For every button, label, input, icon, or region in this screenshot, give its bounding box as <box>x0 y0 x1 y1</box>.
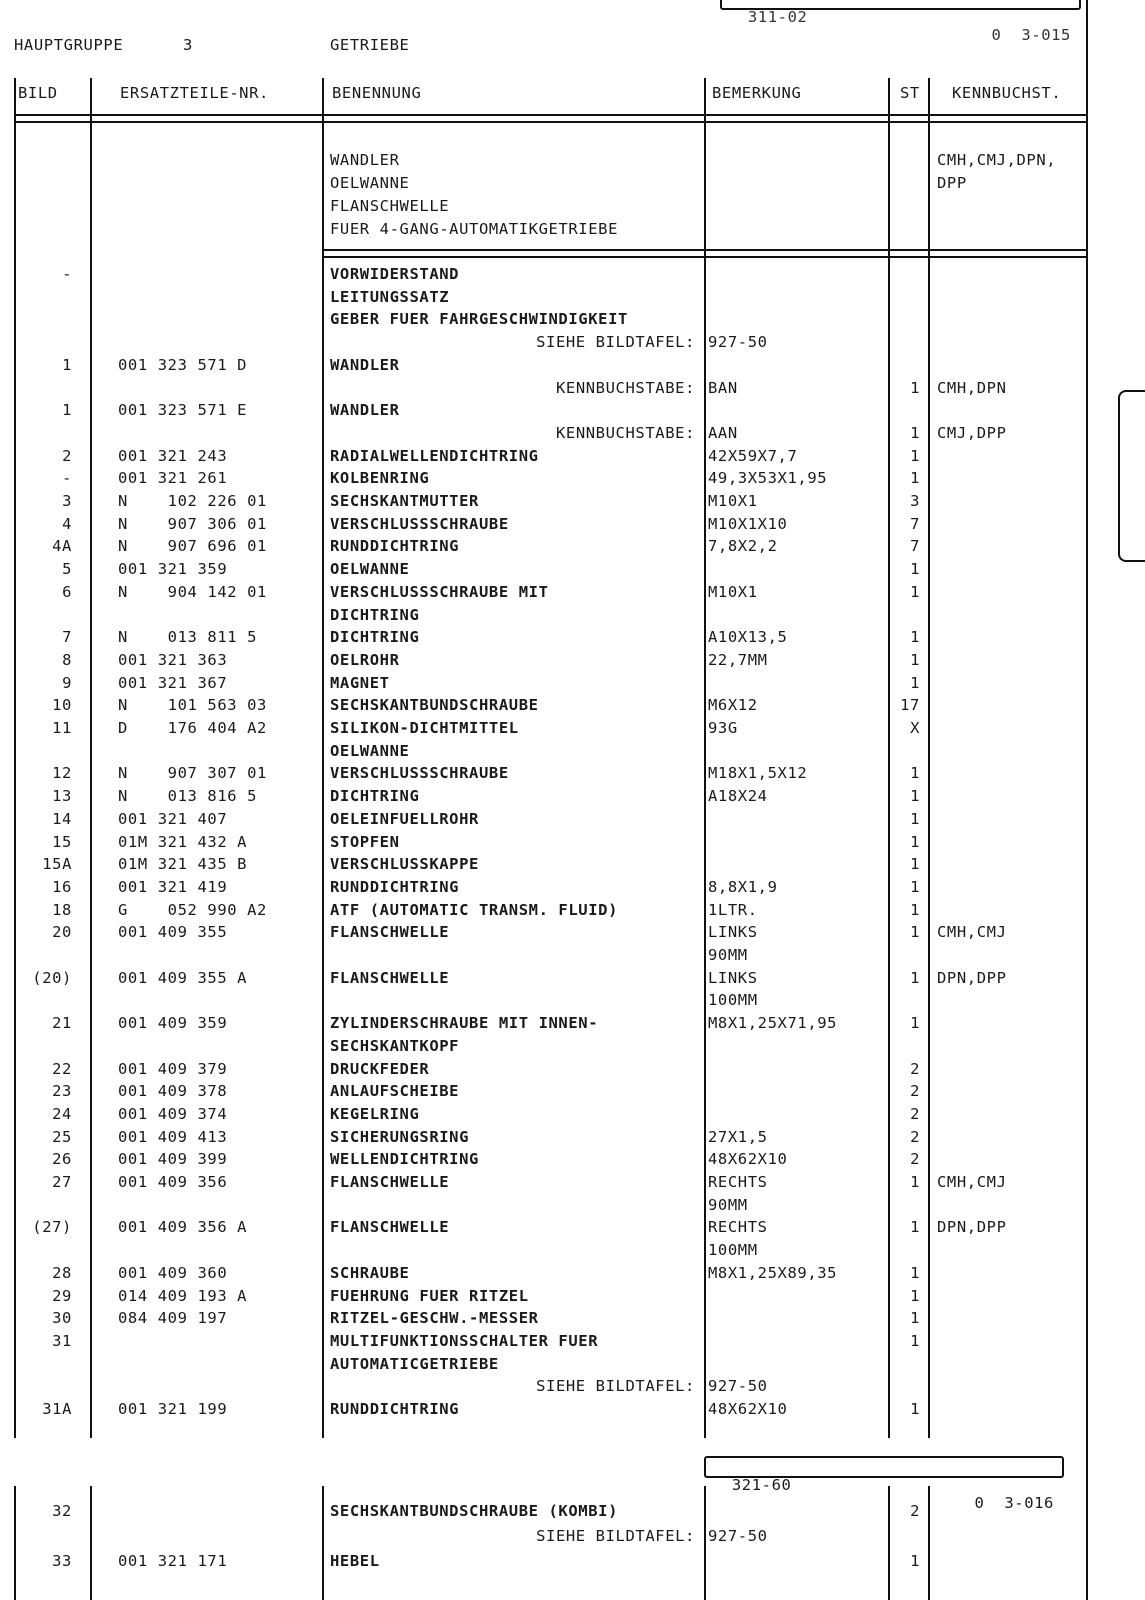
bemerkung-cell: 100MM <box>708 1241 758 1260</box>
benennung-cell: ATF (AUTOMATIC TRANSM. FLUID) <box>330 900 619 919</box>
bemerkung-cell: 7,8X2,2 <box>708 537 778 556</box>
stueck-cell: 2 <box>910 1082 920 1101</box>
part-number-cell: N 013 816 5 <box>118 787 258 806</box>
benennung-cell: OELWANNE <box>330 741 410 760</box>
table-row <box>0 286 1145 308</box>
table-row <box>0 377 1145 399</box>
table-row <box>0 308 1145 330</box>
stueck-cell: 1 <box>910 1286 920 1305</box>
bild-cell: 29 <box>52 1286 72 1305</box>
benennung-cell: STOPFEN <box>330 832 400 851</box>
header-double-rule <box>14 114 1088 123</box>
bild-cell: 16 <box>52 877 72 896</box>
stueck-cell: 1 <box>910 673 920 692</box>
intro-line-2: OELWANNE <box>330 174 410 192</box>
part-number-cell: N 907 307 01 <box>118 764 267 783</box>
bild-cell: 6 <box>62 582 72 601</box>
benennung-cell: MAGNET <box>330 673 390 692</box>
bild-cell: 12 <box>52 764 72 783</box>
bemerkung-cell: M18X1,5X12 <box>708 764 808 783</box>
table-row <box>0 853 1145 875</box>
table-row <box>0 831 1145 853</box>
benennung-cell: KOLBENRING <box>330 469 430 488</box>
bemerkung-cell: AAN <box>708 423 738 442</box>
benennung-cell: RUNDDICHTRING <box>330 1400 460 1418</box>
stueck-cell: 1 <box>910 968 920 987</box>
kennbuchst-cell: CMJ,DPP <box>937 423 1007 442</box>
benennung-cell: GEBER FUER FAHRGESCHWINDIGKEIT <box>330 310 628 329</box>
part-number-cell: N 101 563 03 <box>118 696 267 715</box>
table-row <box>0 1330 1145 1352</box>
bild-cell: 1 <box>62 355 72 374</box>
bemerkung-cell: 90MM <box>708 946 748 964</box>
part-number-cell: 01M 321 432 A <box>118 832 248 851</box>
bild-cell: 26 <box>52 1150 72 1169</box>
bemerkung-cell: 90MM <box>708 1195 748 1214</box>
stueck-cell: 1 <box>910 469 920 488</box>
benennung-cell: RUNDDICHTRING <box>330 877 460 896</box>
table-row <box>0 331 1145 353</box>
part-number-cell: 001 321 359 <box>118 560 228 579</box>
bemerkung-cell: 48X62X10 <box>708 1150 788 1169</box>
benennung-cell: VERSCHLUSSSCHRAUBE <box>330 514 509 533</box>
benennung-cell: SECHSKANTKOPF <box>330 1036 460 1055</box>
bild-cell: 4A <box>52 537 72 556</box>
part-number-cell: 001 321 171 <box>118 1552 228 1570</box>
part-number-cell: 001 409 374 <box>118 1104 228 1123</box>
part-number-cell: N 013 811 5 <box>118 628 258 647</box>
table-row <box>0 354 1145 376</box>
stueck-cell: 2 <box>910 1059 920 1078</box>
benennung-cell: SECHSKANTMUTTER <box>330 492 479 510</box>
benennung-cell: OELWANNE <box>330 560 410 579</box>
kennbuchst-cell: CMH,DPN <box>937 378 1007 397</box>
table-row <box>0 1126 1145 1148</box>
benennung-cell: WELLENDICHTRING <box>330 1150 479 1169</box>
intro-line-1: WANDLER <box>330 151 400 169</box>
benennung-cell: FUEHRUNG FUER RITZEL <box>330 1286 529 1305</box>
table-row <box>0 762 1145 784</box>
bild-cell: 3 <box>62 492 72 510</box>
table-row <box>0 694 1145 716</box>
col-bild: BILD <box>18 84 58 102</box>
part-number-cell: N 907 306 01 <box>118 514 267 533</box>
benennung-cell: SECHSKANTBUNDSCHRAUBE (KOMBI) <box>330 1502 619 1520</box>
bild-cell: (27) <box>32 1218 72 1237</box>
bemerkung-cell: M10X1 <box>708 492 758 510</box>
bild-cell: 31 <box>52 1331 72 1350</box>
bild-cell: 15A <box>42 855 72 874</box>
bild-cell: 11 <box>52 719 72 737</box>
bild-cell: 22 <box>52 1059 72 1078</box>
benennung-cell: SCHRAUBE <box>330 1263 410 1282</box>
benennung-cell: ANLAUFSCHEIBE <box>330 1082 460 1101</box>
bild-cell: 27 <box>52 1173 72 1191</box>
benennung-cell: WANDLER <box>330 355 400 374</box>
part-number-cell: 001 323 571 E <box>118 401 248 420</box>
table-row <box>0 1550 1145 1572</box>
stueck-cell: 7 <box>910 514 920 533</box>
bild-cell: 32 <box>52 1502 72 1520</box>
bild-cell: 24 <box>52 1104 72 1123</box>
part-number-cell: 001 321 407 <box>118 809 228 828</box>
part-number-cell: 001 409 355 <box>118 923 228 942</box>
bild-cell: 8 <box>62 650 72 669</box>
footer-box-right: 0 3-016 <box>974 1494 1054 1512</box>
bild-cell: 18 <box>52 900 72 919</box>
bild-cell: 28 <box>52 1263 72 1282</box>
benennung-cell: MULTIFUNKTIONSSCHALTER FUER <box>330 1331 599 1350</box>
benennung-cell: FLANSCHWELLE <box>330 968 450 987</box>
table-row <box>0 1285 1145 1307</box>
table-row <box>0 899 1145 921</box>
part-number-cell: 001 321 261 <box>118 469 228 488</box>
table-row <box>0 740 1145 762</box>
bemerkung-cell: 927-50 <box>708 1377 768 1396</box>
bemerkung-cell: 1LTR. <box>708 900 758 919</box>
col-benennung: BENENNUNG <box>332 84 422 102</box>
benennung-cell: DICHTRING <box>330 628 420 647</box>
part-number-cell: 001 409 399 <box>118 1150 228 1169</box>
top-box-left: 311-02 <box>747 8 808 26</box>
kennbuchst-cell: CMH,CMJ <box>937 923 1007 942</box>
col-st: ST <box>900 84 920 102</box>
stueck-cell: 1 <box>910 787 920 806</box>
table-row <box>0 1012 1145 1034</box>
benennung-cell: FLANSCHWELLE <box>330 1218 450 1237</box>
bild-cell: 10 <box>52 696 72 715</box>
part-number-cell: 001 409 356 A <box>118 1218 248 1237</box>
table-row <box>0 626 1145 648</box>
bild-cell: 4 <box>62 514 72 533</box>
stueck-cell: 1 <box>910 378 920 397</box>
bemerkung-cell: M10X1 <box>708 582 758 601</box>
bild-cell: 9 <box>62 673 72 692</box>
benennung-cell: KENNBUCHSTABE: <box>555 378 695 397</box>
table-row <box>0 1171 1145 1193</box>
table-row <box>0 672 1145 694</box>
part-number-cell: 001 409 413 <box>118 1127 228 1146</box>
table-row <box>0 581 1145 603</box>
part-number-cell: 001 321 367 <box>118 673 228 692</box>
intro-kenn-1: CMH,CMJ,DPN, <box>937 151 1057 169</box>
stueck-cell: X <box>910 719 920 737</box>
benennung-cell: VERSCHLUSSSCHRAUBE <box>330 764 509 783</box>
bemerkung-cell: M6X12 <box>708 696 758 715</box>
benennung-cell: RADIALWELLENDICHTRING <box>330 446 539 465</box>
table-row <box>0 1353 1145 1375</box>
part-number-cell: N 102 226 01 <box>118 492 267 510</box>
stueck-cell: 1 <box>910 832 920 851</box>
table-row <box>0 1035 1145 1057</box>
group-name: GETRIEBE <box>330 36 410 54</box>
col-bemerkung: BEMERKUNG <box>712 84 802 102</box>
benennung-cell: HEBEL <box>330 1552 380 1570</box>
intro-line-3: FLANSCHWELLE <box>330 197 450 215</box>
benennung-cell: SIEHE BILDTAFEL: <box>536 333 695 352</box>
stueck-cell: 2 <box>910 1502 920 1520</box>
stueck-cell: 1 <box>910 446 920 465</box>
benennung-cell: RITZEL-GESCHW.-MESSER <box>330 1309 539 1328</box>
part-number-cell: G 052 990 A2 <box>118 900 267 919</box>
stueck-cell: 1 <box>910 560 920 579</box>
part-number-cell: 001 409 359 <box>118 1014 228 1033</box>
benennung-cell: VORWIDERSTAND <box>330 265 460 283</box>
bemerkung-cell: M10X1X10 <box>708 514 788 533</box>
table-row <box>0 808 1145 830</box>
bemerkung-cell: 8,8X1,9 <box>708 877 778 896</box>
stueck-cell: 1 <box>910 855 920 874</box>
table-row <box>0 490 1145 512</box>
table-row <box>0 1239 1145 1261</box>
bild-cell: 14 <box>52 809 72 828</box>
stueck-cell: 1 <box>910 423 920 442</box>
table-row <box>0 1148 1145 1170</box>
benennung-cell: AUTOMATICGETRIEBE <box>330 1354 499 1373</box>
stueck-cell: 1 <box>910 1218 920 1237</box>
part-number-cell: 001 321 199 <box>118 1400 228 1418</box>
stueck-cell: 1 <box>910 1173 920 1191</box>
bemerkung-cell: 22,7MM <box>708 650 768 669</box>
table-row <box>0 717 1145 739</box>
table-row <box>0 876 1145 898</box>
benennung-cell: VERSCHLUSSKAPPE <box>330 855 479 874</box>
bemerkung-cell: 100MM <box>708 991 758 1010</box>
benennung-cell: DICHTRING <box>330 787 420 806</box>
bild-cell: 1 <box>62 401 72 420</box>
stueck-cell: 3 <box>910 492 920 510</box>
table-row <box>0 944 1145 966</box>
part-number-cell: 001 409 356 <box>118 1173 228 1191</box>
benennung-cell: SECHSKANTBUNDSCHRAUBE <box>330 696 539 715</box>
bemerkung-cell: BAN <box>708 378 738 397</box>
stueck-cell: 1 <box>910 650 920 669</box>
bild-cell: 23 <box>52 1082 72 1101</box>
table-row <box>0 399 1145 421</box>
stueck-cell: 1 <box>910 877 920 896</box>
bemerkung-cell: 927-50 <box>708 333 768 352</box>
table-row <box>0 989 1145 1011</box>
stueck-cell: 1 <box>910 1552 920 1570</box>
stueck-cell: 1 <box>910 1263 920 1282</box>
hauptgruppe-label: HAUPTGRUPPE <box>14 36 124 54</box>
bemerkung-cell: M8X1,25X89,35 <box>708 1263 838 1282</box>
bemerkung-cell: LINKS <box>708 923 758 942</box>
stueck-cell: 1 <box>910 809 920 828</box>
bemerkung-cell: A18X24 <box>708 787 768 806</box>
table-row <box>0 263 1145 285</box>
stueck-cell: 1 <box>910 1309 920 1328</box>
benennung-cell: OELROHR <box>330 650 400 669</box>
table-row <box>0 535 1145 557</box>
bild-cell: 31A <box>42 1400 72 1418</box>
bild-cell: 21 <box>52 1014 72 1033</box>
bild-cell: 15 <box>52 832 72 851</box>
benennung-cell: FLANSCHWELLE <box>330 1173 450 1191</box>
benennung-cell: KEGELRING <box>330 1104 420 1123</box>
part-number-cell: 001 409 378 <box>118 1082 228 1101</box>
stueck-cell: 17 <box>900 696 920 715</box>
table-row <box>0 1398 1145 1420</box>
footer-reference-box <box>704 1456 1064 1512</box>
stueck-cell: 1 <box>910 764 920 783</box>
part-number-cell: 001 409 360 <box>118 1263 228 1282</box>
part-number-cell: 001 409 355 A <box>118 968 248 987</box>
kennbuchst-cell: DPN,DPP <box>937 1218 1007 1237</box>
bemerkung-cell: 42X59X7,7 <box>708 446 798 465</box>
bemerkung-cell: 49,3X53X1,95 <box>708 469 828 488</box>
benennung-cell: KENNBUCHSTABE: <box>555 423 695 442</box>
benennung-cell: SICHERUNGSRING <box>330 1127 470 1146</box>
benennung-cell: DRUCKFEDER <box>330 1059 430 1078</box>
top-reference-box <box>720 0 1081 44</box>
stueck-cell: 2 <box>910 1150 920 1169</box>
benennung-cell: VERSCHLUSSSCHRAUBE MIT <box>330 582 549 601</box>
part-number-cell: 001 321 363 <box>118 650 228 669</box>
bemerkung-cell: LINKS <box>708 968 758 987</box>
table-row <box>0 558 1145 580</box>
bild-cell: 2 <box>62 446 72 465</box>
bemerkung-cell: 93G <box>708 719 738 737</box>
hauptgruppe-number: 3 <box>183 36 193 54</box>
table-row <box>0 1525 1145 1547</box>
table-row <box>0 1103 1145 1125</box>
bemerkung-cell: RECHTS <box>708 1218 768 1237</box>
bemerkung-cell: A10X13,5 <box>708 628 788 647</box>
part-number-cell: D 176 404 A2 <box>118 719 267 737</box>
table-row <box>0 467 1145 489</box>
bemerkung-cell: M8X1,25X71,95 <box>708 1014 838 1033</box>
stueck-cell: 1 <box>910 923 920 942</box>
table-row <box>0 604 1145 626</box>
table-row <box>0 1058 1145 1080</box>
intro-kenn-2: DPP <box>937 174 967 192</box>
table-row <box>0 1216 1145 1238</box>
benennung-cell: WANDLER <box>330 401 400 420</box>
part-number-cell: 001 321 243 <box>118 446 228 465</box>
benennung-cell: SIEHE BILDTAFEL: <box>536 1527 695 1545</box>
table-row <box>0 1375 1145 1397</box>
bild-cell: - <box>62 469 72 488</box>
bild-cell: (20) <box>32 968 72 987</box>
benennung-cell: RUNDDICHTRING <box>330 537 460 556</box>
col-nr: ERSATZTEILE-NR. <box>120 84 269 102</box>
table-row <box>0 921 1145 943</box>
table-row <box>0 1080 1145 1102</box>
intro-line-4: FUER 4-GANG-AUTOMATIKGETRIEBE <box>330 220 619 238</box>
stueck-cell: 2 <box>910 1127 920 1146</box>
table-row <box>0 1500 1145 1522</box>
bemerkung-cell: 927-50 <box>708 1527 768 1545</box>
stueck-cell: 1 <box>910 900 920 919</box>
table-row <box>0 967 1145 989</box>
bild-cell: 13 <box>52 787 72 806</box>
table-row <box>0 649 1145 671</box>
stueck-cell: 1 <box>910 582 920 601</box>
footer-box-left: 321-60 <box>731 1476 792 1494</box>
table-row <box>0 445 1145 467</box>
stueck-cell: 7 <box>910 537 920 556</box>
bild-cell: 5 <box>62 560 72 579</box>
table-row <box>0 1307 1145 1329</box>
stueck-cell: 2 <box>910 1104 920 1123</box>
benennung-cell: DICHTRING <box>330 605 420 624</box>
part-number-cell: N 907 696 01 <box>118 537 267 556</box>
intro-double-rule <box>322 249 1088 258</box>
bemerkung-cell: 27X1,5 <box>708 1127 768 1146</box>
benennung-cell: LEITUNGSSATZ <box>330 287 450 306</box>
col-kennbuchst: KENNBUCHST. <box>952 84 1062 102</box>
bild-cell: 20 <box>52 923 72 942</box>
bemerkung-cell: RECHTS <box>708 1173 768 1191</box>
stueck-cell: 1 <box>910 1014 920 1033</box>
bemerkung-cell: 48X62X10 <box>708 1400 788 1418</box>
benennung-cell: ZYLINDERSCHRAUBE MIT INNEN- <box>330 1014 599 1033</box>
bild-cell: - <box>62 265 72 283</box>
stueck-cell: 1 <box>910 1331 920 1350</box>
part-number-cell: N 904 142 01 <box>118 582 267 601</box>
benennung-cell: OELEINFUELLROHR <box>330 809 479 828</box>
table-row <box>0 1262 1145 1284</box>
part-number-cell: 001 323 571 D <box>118 355 248 374</box>
stueck-cell: 1 <box>910 628 920 647</box>
top-box-right: 0 3-015 <box>991 26 1071 44</box>
part-number-cell: 001 321 419 <box>118 877 228 896</box>
table-row <box>0 513 1145 535</box>
kennbuchst-cell: DPN,DPP <box>937 968 1007 987</box>
bild-cell: 30 <box>52 1309 72 1328</box>
table-row <box>0 422 1145 444</box>
kennbuchst-cell: CMH,CMJ <box>937 1173 1007 1191</box>
part-number-cell: 001 409 379 <box>118 1059 228 1078</box>
benennung-cell: FLANSCHWELLE <box>330 923 450 942</box>
bild-cell: 33 <box>52 1552 72 1570</box>
benennung-cell: SILIKON-DICHTMITTEL <box>330 719 519 737</box>
part-number-cell: 014 409 193 A <box>118 1286 248 1305</box>
benennung-cell: SIEHE BILDTAFEL: <box>536 1377 695 1396</box>
part-number-cell: 084 409 197 <box>118 1309 228 1328</box>
bild-cell: 7 <box>62 628 72 647</box>
table-row <box>0 1194 1145 1216</box>
bild-cell: 25 <box>52 1127 72 1146</box>
table-row <box>0 785 1145 807</box>
stueck-cell: 1 <box>910 1400 920 1418</box>
part-number-cell: 01M 321 435 B <box>118 855 248 874</box>
